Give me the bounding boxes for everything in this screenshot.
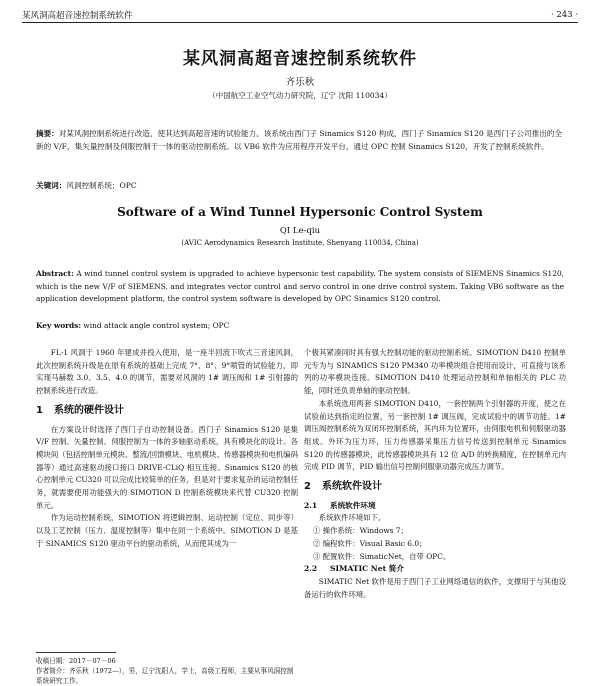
keywords-en	[36, 321, 229, 330]
section-1-paragraph-1: 在方案设计时选择了西门子自动控制设备。西门子 Sinamics S120 是集 V/F 控制、矢量控制、伺服控制为一体的多轴驱动系统，具有模块化的设计。各模块间（包括控制单元模块、整流/回馈模块、电机模块、传感器模块和电机编码器等）通过高速驱动接口接口 DRIVE-CLiQ 相互连接。Sinamics S120 的核心控制单元 CU320 可以完成比较简单的任务，但是对于要求复杂的运动控制任务，就需要使用功能强大的 SIMOTION D 控制系统模块来代替 CU320 控制单元。	[36, 424, 298, 510]
subsection-2-1-heading	[304, 500, 566, 513]
section-1-paragraph-4: 本系统选用两套 SIMOTION D410，一套控制两个引射器的开度，使之在试验前达到指定的位置，另一套控制 1# 调压阀，完成试验中的调节功能。1# 调压阀控制系统为双闭环控制系统，其内环为位置环，由伺服电机和伺服驱动器组成。外环为压力环，压力传感器采集压力信号传送到控制单元 Sinamics S120 的传感器模块，此传感器模块具有 12 位 A/D 的转换精度，在控制单元内完成 PID 调节，PID 输出信号控制伺服驱动器完成压力调节。	[304, 398, 566, 472]
subsection-2-2-heading	[304, 563, 566, 576]
footnote-rule	[36, 652, 116, 653]
intro-paragraph: FL-1 风洞于 1960 年建成并投入使用，是一座半回流下吹式三音速风洞，此次控制系统升级是在原有系统的基础上完成 7°、8°、9°喷管的试验能力，即实现马赫数 3.0、3.5、4.0 的调节，需要对风洞的 1# 调压阀和 1# 引射器的控制系统进行改造。	[36, 348, 298, 396]
abstract-en	[36, 268, 564, 306]
header-rule	[22, 22, 578, 23]
subsection-2-2-paragraph: SIMATIC Net 软件是用于西门子工业网络通信的软件，支撑用于与其他设备运行的软件环境。	[304, 576, 566, 599]
title-en: Software of a Wind Tunnel Hypersonic Control System	[117, 205, 483, 219]
running-header	[22, 8, 578, 22]
subsection-2-2-title: SIMATIC Net 简介	[330, 564, 404, 574]
section-1-title: 系统的硬件设计	[54, 404, 124, 416]
subsection-2-2-number: 2.2	[304, 564, 318, 574]
section-2-title: 系统软件设计	[322, 481, 382, 493]
env-item: ③ 配置软件：SimaticNet，自带 OPC。	[312, 551, 451, 561]
author-en: QI Le-qiu	[279, 226, 321, 236]
abstract-cn	[36, 127, 564, 153]
running-header-title: 某风洞高超音速控制系统软件	[22, 11, 133, 21]
footnote-author: 作者简介：齐乐秋（1972—），男，辽宁沈阳人，学士，高级工程师，主要从事风洞控制系统研究工作。	[36, 667, 294, 685]
subsection-2-1-title: 系统软件环境	[330, 500, 376, 510]
subsection-2-1-number: 2.1	[304, 500, 318, 510]
section-1-heading	[36, 405, 298, 418]
page-number: · 243 ·	[550, 10, 578, 20]
body-column-right	[304, 347, 566, 601]
env-item: ② 编程软件：Visual Basic 6.0；	[312, 538, 427, 548]
section-1-paragraph-3: 个极其紧凑同时具有强大控制功能的驱动控制系统。SIMOTION D410 控制单元专为与 SINAMICS S120 PM340 功率模块组合使用而设计，可直接与该系列的功率模块连接。SIMOTION D410 处理运动控制和单轴相关的 PLC 功能，同时还负责单轴的驱动控制。	[304, 348, 566, 396]
keywords-cn-text: 风洞控制系统；OPC	[66, 181, 137, 190]
keywords-en-label: Key words:	[36, 321, 82, 330]
footnote-received: 收稿日期：2017－07－06	[36, 657, 116, 665]
title-cn: 某风洞高超音速控制系统软件	[183, 49, 417, 69]
abstract-en-text: A wind tunnel control system is upgraded to achieve hypersonic test capability. The system consists of SIEMENS Sinamics S120, which is the new V/F of SIEMENS, and integrates vector control and servo control in one drive control system. Taking VB6 software as the application development platform, the control system software is developed by OPC Sinamics S120 control.	[36, 269, 564, 304]
section-1-paragraph-2: 作为运动控制系统，SIMOTION 将逻辑控制、运动控制（定位、同步等）以及工艺控制（压力、温度控制等）集中在同一个系统中。SIMOTION D 是基于 SINAMICS S120 驱动平台的驱动系统，从而使其成为一	[36, 513, 298, 548]
keywords-cn	[36, 180, 137, 191]
abstract-cn-text: 对某风洞控制系统进行改造，使其达到高超音速的试验能力。该系统由西门子 Sinamics S120 构成，西门子 Sinamics S120 是西门子公司推出的全新的 V/F，集矢量控制及伺服控制于一体的驱动控制系统。以 VB6 软件为应用程序开发平台，通过 OPC 控制 Sinamics S120，开发了控制系统软件。	[36, 129, 562, 151]
env-item: ① 操作系统：Windows 7；	[312, 526, 408, 536]
affiliation-en: (AVIC Aerodynamics Research Institute, Shenyang 110034, China)	[181, 239, 419, 247]
affiliation-cn: （中国航空工业空气动力研究院，辽宁 沈阳 110034）	[208, 91, 392, 100]
author-cn: 齐乐秋	[285, 77, 315, 88]
keywords-cn-label: 关键词：	[36, 181, 67, 190]
abstract-en-label: Abstract:	[36, 269, 74, 278]
section-2-number: 2	[304, 481, 311, 493]
keywords-en-text: wind attack angle control system; OPC	[81, 321, 230, 330]
body-column-left	[36, 347, 298, 551]
section-2-heading	[304, 481, 566, 494]
section-1-number: 1	[36, 404, 43, 416]
abstract-cn-label: 摘要：	[36, 129, 59, 138]
env-intro: 系统软件环境如下。	[318, 513, 386, 523]
